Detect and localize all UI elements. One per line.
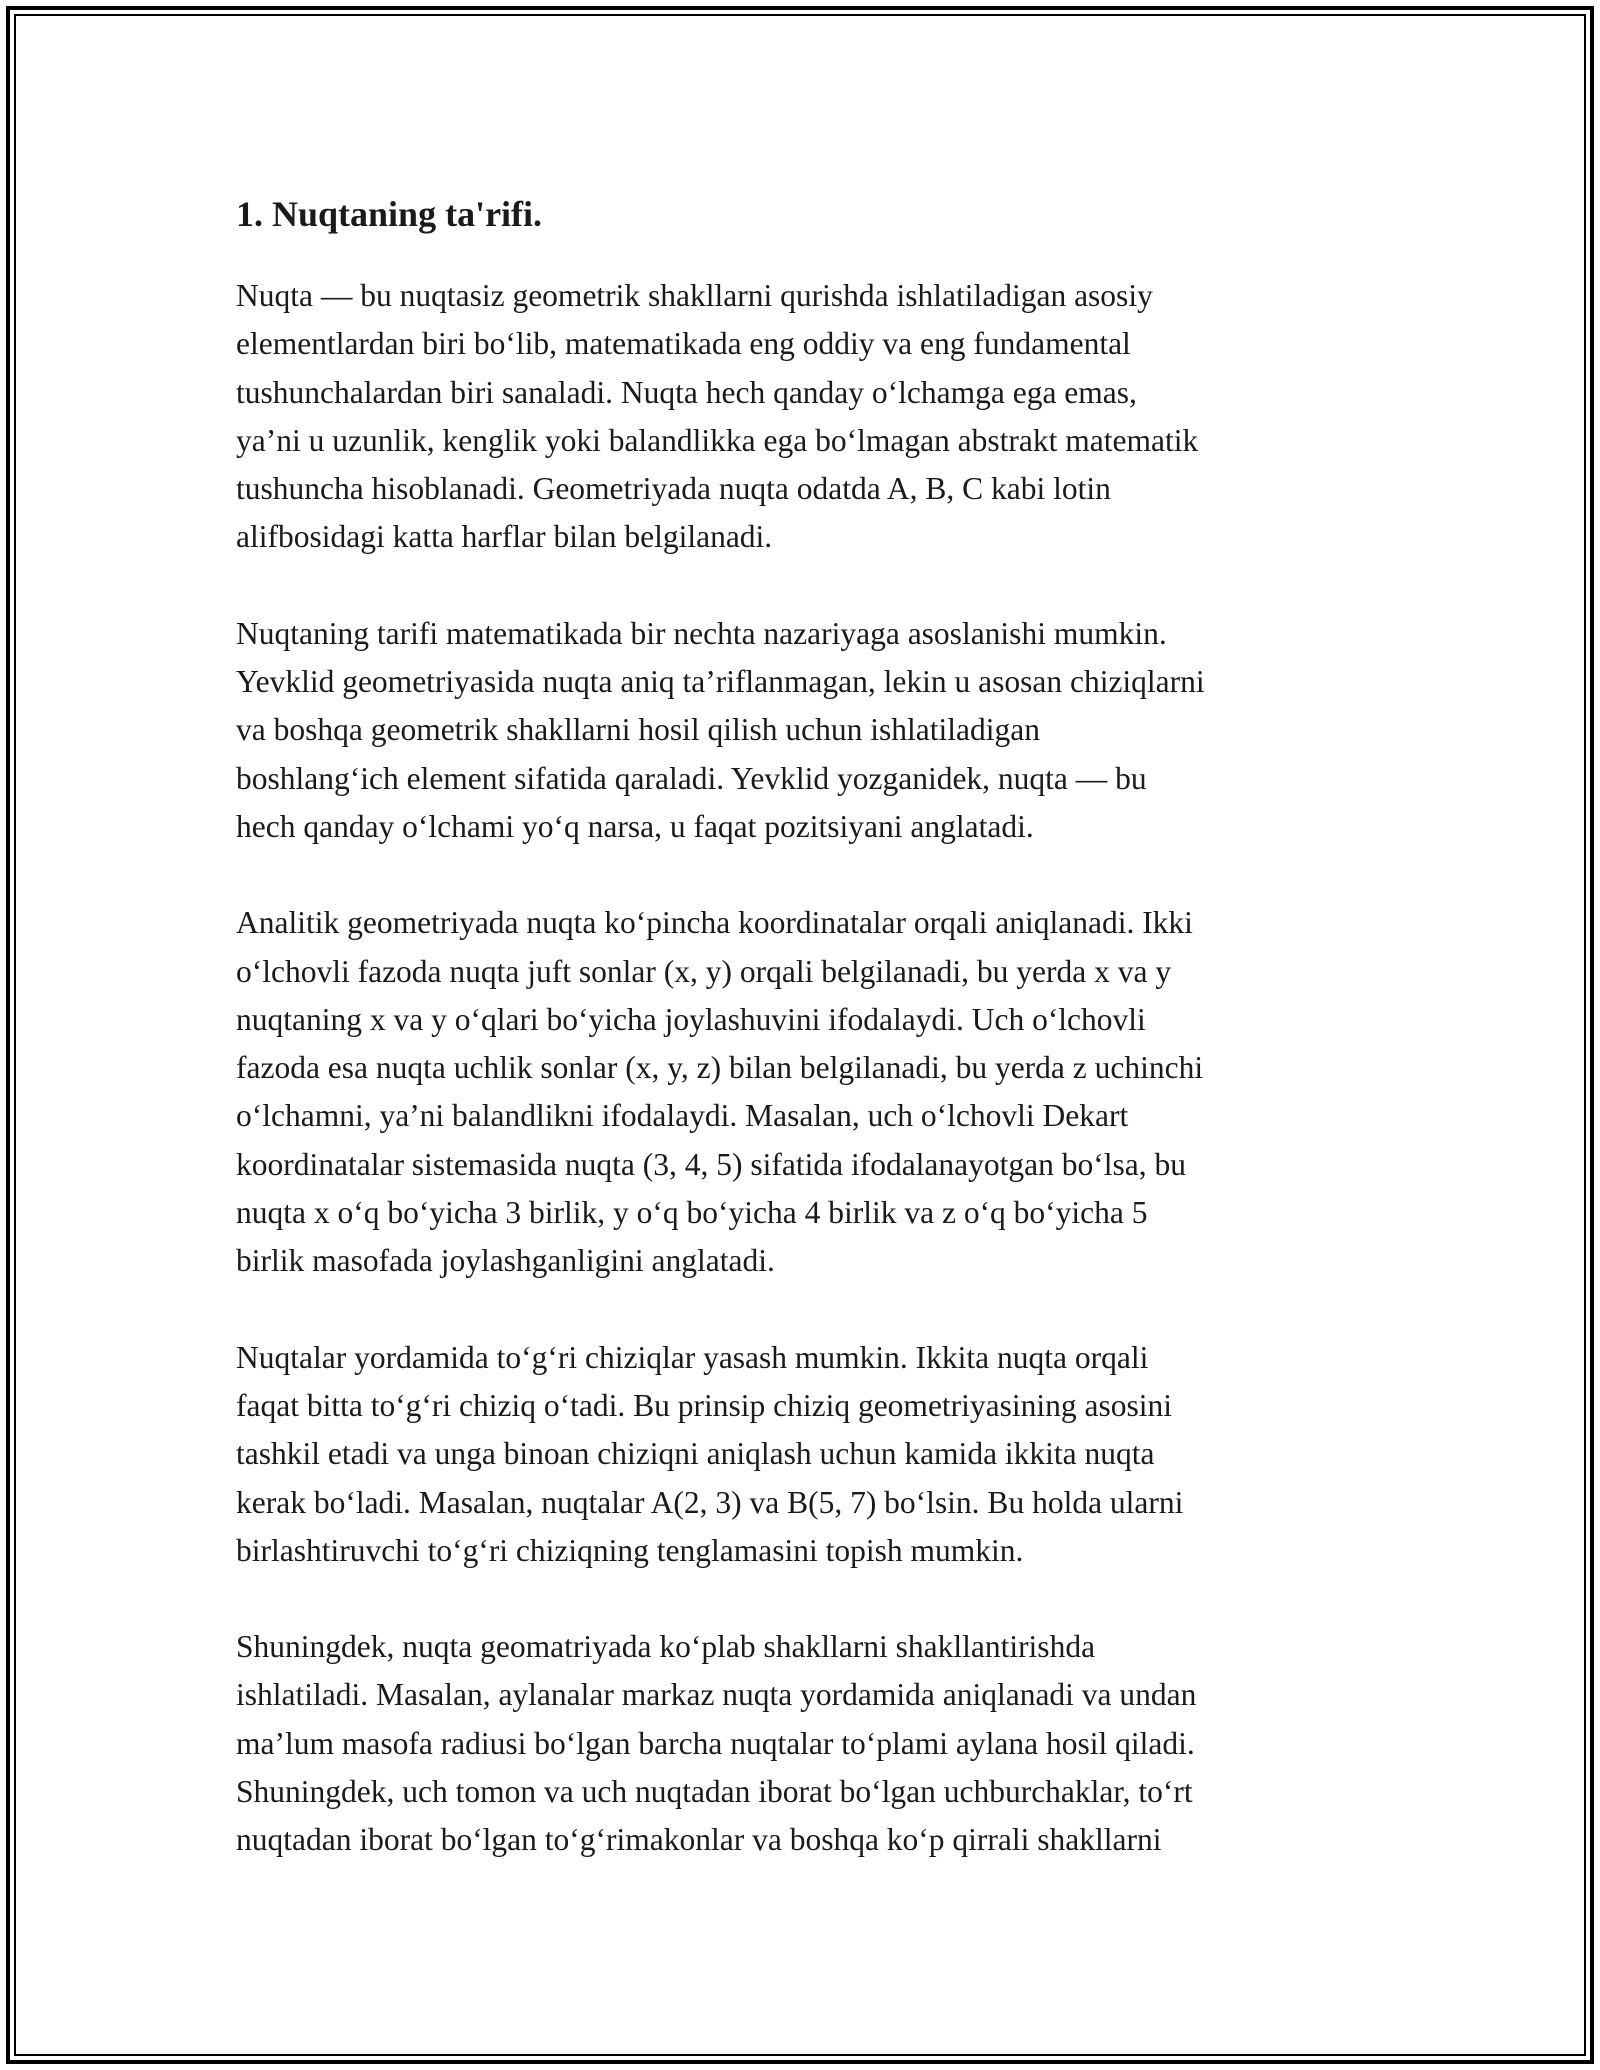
paragraph-line: Nuqta — bu nuqtasiz geometrik shakllarni qurishda ishlatiladigan asosiy [236, 278, 1153, 313]
paragraph-line: Analitik geometriyada nuqta ko‘pincha koordinatalar orqali aniqlanadi. Ikki [236, 905, 1193, 941]
paragraph-line: Shuningdek, nuqta geomatriyada ko‘plab shakllarni shakllantirishda [236, 1629, 1096, 1665]
section-heading: 1. Nuqtaning ta'rifi. [236, 194, 543, 234]
paragraph-line: o‘lchamni, ya’ni balandlikni ifodalaydi. Masalan, uch o‘lchovli Dekart [236, 1098, 1129, 1134]
paragraph-line: tushuncha hisoblanadi. Geometriyada nuqta odatda A, B, C kabi lotin [236, 471, 1111, 507]
paragraph-line: Yevklid geometriyasida nuqta aniq ta’riflanmagan, lekin u asosan chiziqlarni [236, 664, 1205, 700]
paragraph-line: ma’lum masofa radiusi bo‘lgan barcha nuqtalar to‘plami aylana hosil qiladi. [236, 1725, 1195, 1761]
paragraph-line: faqat bitta to‘g‘ri chiziq o‘tadi. Bu prinsip chiziq geometriyasining asosini [236, 1387, 1173, 1423]
document-body [236, 184, 1386, 1913]
paragraph-line: nuqtadan iborat bo‘lgan to‘g‘rimakonlar va boshqa ko‘p qirrali shakllarni [236, 1822, 1162, 1858]
paragraph-line: alifbosidagi katta harflar bilan belgilanadi. [236, 519, 773, 555]
paragraph-line: nuqtaning x va y o‘qlari bo‘yicha joylashuvini ifodalaydi. Uch o‘lchovli [236, 1001, 1146, 1037]
paragraph [236, 610, 1386, 851]
paragraph-line: ishlatiladi. Masalan, aylanalar markaz nuqta yordamida aniqlanadi va undan [236, 1677, 1197, 1713]
paragraph-line: nuqta x o‘q bo‘yicha 3 birlik, y o‘q bo‘yicha 4 birlik va z o‘q bo‘yicha 5 [236, 1195, 1148, 1231]
paragraph-list [236, 272, 1386, 1865]
paragraph-line: hech qanday o‘lchami yo‘q narsa, u faqat pozitsiyani anglatadi. [236, 808, 1034, 844]
paragraph-line: Nuqtaning tarifi matematikada bir nechta nazariyaga asoslanishi mumkin. [236, 615, 1167, 651]
paragraph-line: boshlang‘ich element sifatida qaraladi. Yevklid yozganidek, nuqta — bu [236, 760, 1147, 796]
paragraph-line: tushunchalardan biri sanaladi. Nuqta hech qanday o‘lchamga ega emas, [236, 374, 1137, 410]
paragraph-line: o‘lchovli fazoda nuqta juft sonlar (x, y) orqali belgilanadi, bu yerda x va y [236, 953, 1172, 989]
paragraph-line: Shuningdek, uch tomon va uch nuqtadan iborat bo‘lgan uchburchaklar, to‘rt [236, 1774, 1193, 1810]
paragraph-line: ya’ni u uzunlik, kenglik yoki balandlikka ega bo‘lmagan abstrakt matematik [236, 422, 1199, 458]
paragraph-line: Nuqtalar yordamida to‘g‘ri chiziqlar yasash mumkin. Ikkita nuqta orqali [236, 1339, 1149, 1375]
paragraph [236, 899, 1386, 1285]
paragraph-line: va boshqa geometrik shakllarni hosil qilish uchun ishlatiladigan [236, 712, 1040, 748]
paragraph-line: elementlardan biri bo‘lib, matematikada eng oddiy va eng fundamental [236, 326, 1131, 362]
paragraph-line: fazoda esa nuqta uchlik sonlar (x, y, z) bilan belgilanadi, bu yerda z uchinchi [236, 1050, 1204, 1086]
paragraph-line: koordinatalar sistemasida nuqta (3, 4, 5) sifatida ifodalanayotgan bo‘lsa, bu [236, 1146, 1186, 1182]
paragraph-line: tashkil etadi va unga binoan chiziqni aniqlash uchun kamida ikkita nuqta [236, 1436, 1155, 1472]
paragraph [236, 272, 1386, 562]
paragraph [236, 1623, 1386, 1864]
paragraph [236, 1334, 1386, 1575]
paragraph-line: kerak bo‘ladi. Masalan, nuqtalar A(2, 3) va B(5, 7) bo‘lsin. Bu holda ularni [236, 1484, 1184, 1520]
paragraph-line: birlashtiruvchi to‘g‘ri chiziqning tenglamasini topish mumkin. [236, 1532, 1024, 1568]
paragraph-line: birlik masofada joylashganligini anglatadi. [236, 1243, 775, 1279]
